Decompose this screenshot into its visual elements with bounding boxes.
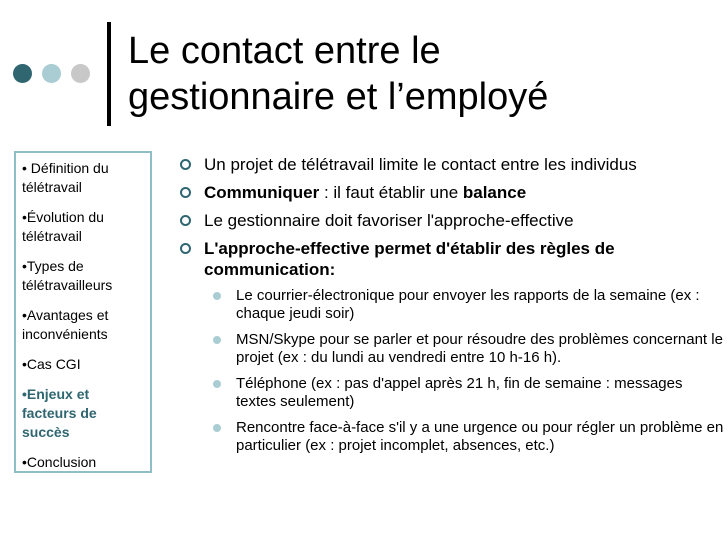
bullet-bold-text: L'approche-effective permet d'établir des règles de communication: (204, 239, 615, 279)
agenda-item-cas-cgi: •Cas CGI (22, 356, 81, 372)
sub-bullet-text: Rencontre face-à-face s'il y a une urgence ou pour régler un problème en particulier (ex : projet incomplet, absences, etc.) (236, 419, 724, 454)
bullet-text: : il faut établir une (319, 183, 463, 202)
title-line-2: gestionnaire et l’employé (128, 76, 549, 118)
slide-content (180, 154, 725, 463)
agenda-item-definition: • Définition du télétravail (22, 160, 109, 195)
ring-bullet-icon (180, 243, 191, 254)
bullet-communiquer (180, 182, 725, 203)
ring-bullet-icon (180, 187, 191, 198)
slide-title (128, 28, 718, 120)
sub-bullet-msn (180, 331, 725, 367)
title-line-1: Le contact entre le (128, 30, 441, 72)
dot-bullet-icon (213, 336, 221, 344)
ring-bullet-icon (180, 215, 191, 226)
bullet-bold-text: Communiquer (204, 183, 320, 202)
decorative-dots (13, 64, 93, 86)
agenda-sidebar (14, 151, 152, 473)
dark-teal-dot (13, 64, 32, 83)
bullet-contact (180, 154, 725, 175)
title-divider (107, 22, 111, 126)
sub-bullet-text: Téléphone (ex : pas d'appel après 21 h, fin de semaine : messages textes seulement) (236, 375, 683, 410)
ring-bullet-icon (180, 159, 191, 170)
sub-bullet-courriel (180, 287, 725, 323)
sub-bullet-text: MSN/Skype pour se parler et pour résoudre des problèmes concernant le projet (ex : du lundi au vendredi entre 10 h-16 h). (236, 331, 723, 366)
sub-bullet-rencontre (180, 419, 725, 455)
bullet-gestionnaire (180, 210, 725, 231)
dot-bullet-icon (213, 292, 221, 300)
dot-bullet-icon (213, 424, 221, 432)
bullet-approche (180, 238, 725, 280)
agenda-item-types: •Types de télétravailleurs (22, 258, 113, 293)
bullet-text: Un projet de télétravail limite le contact entre les individus (204, 155, 637, 174)
agenda-item-enjeux: •Enjeux et facteurs de succès (22, 386, 97, 440)
sub-bullet-list (180, 287, 725, 455)
sub-bullet-text: Le courrier-électronique pour envoyer les rapports de la semaine (ex : chaque jeudi soir) (236, 287, 700, 322)
sub-bullet-telephone (180, 375, 725, 411)
bullet-text: Le gestionnaire doit favoriser l'approche-effective (204, 211, 574, 230)
agenda-item-conclusion: •Conclusion (22, 454, 97, 470)
agenda-item-evolution: •Évolution du télétravail (22, 209, 104, 244)
light-teal-dot (42, 64, 61, 83)
gray-dot (71, 64, 90, 83)
agenda-item-avantages: •Avantages et inconvénients (22, 307, 109, 342)
bullet-bold-text: balance (462, 183, 527, 202)
dot-bullet-icon (213, 380, 221, 388)
